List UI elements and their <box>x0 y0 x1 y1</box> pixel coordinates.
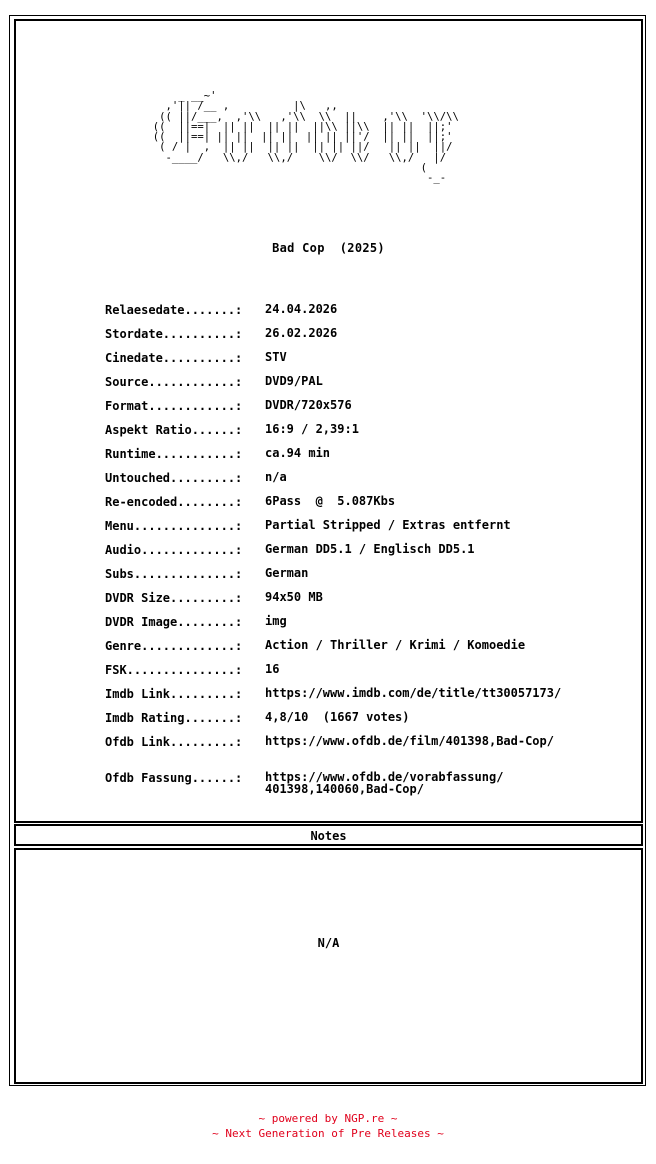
detail-value: n/a <box>265 470 287 484</box>
detail-label: Menu..............: <box>105 519 243 533</box>
detail-value: 16 <box>265 662 280 676</box>
detail-label: Audio.............: <box>105 543 243 557</box>
detail-value: 6Pass @ 5.087Kbs <box>265 494 396 508</box>
detail-label: FSK...............: <box>105 663 243 677</box>
detail-value: 94x50 MB <box>265 590 323 604</box>
detail-label: Stordate..........: <box>105 327 243 341</box>
detail-label: Untouched.........: <box>105 471 243 485</box>
footer-tagline: ~ Next Generation of Pre Releases ~ <box>212 1127 444 1140</box>
nfo-frame <box>9 15 646 1086</box>
detail-label: Imdb Rating.......: <box>105 711 243 725</box>
detail-label: Runtime...........: <box>105 447 243 461</box>
footer-powered-by: ~ powered by NGP.re ~ <box>258 1112 398 1125</box>
detail-label: Re-encoded........: <box>105 495 243 509</box>
detail-value: STV <box>265 350 287 364</box>
notes-title: Notes <box>310 829 347 843</box>
detail-value: 26.02.2026 <box>265 326 338 340</box>
detail-label: Genre.............: <box>105 639 243 653</box>
detail-value: DVDR/720x576 <box>265 398 352 412</box>
detail-label: Format............: <box>105 399 243 413</box>
detail-label: Aspekt Ratio......: <box>105 423 243 437</box>
group-logo-ascii: _ __~' ,'|| /__ , |\ ,, (( ||/___, ,'\\ ,'\\ \\ || ,'\\ '\\/\\ (( ||==| || || || || ||\\ ||\\ || || ||;' (( ||==| || || || || || || ||'/ || || ||;' ( / | , || || || || || || ||/ || || ||/ -____/ \\,/ \\,/ \\/ \\/ \\,/ |/ ( -_- <box>152 90 459 185</box>
detail-value: German <box>265 566 309 580</box>
detail-label: Imdb Link.........: <box>105 687 243 701</box>
detail-value: Action / Thriller / Krimi / Komoedie <box>265 638 526 652</box>
ofdb-link[interactable]: https://www.ofdb.de/film/401398,Bad-Cop/ <box>265 734 554 748</box>
release-title: Bad Cop (2025) <box>272 241 385 255</box>
detail-value: 16:9 / 2,39:1 <box>265 422 359 436</box>
release-info-panel <box>14 19 643 823</box>
detail-value: img <box>265 614 287 628</box>
notes-panel <box>14 848 643 1084</box>
detail-label: Cinedate..........: <box>105 351 243 365</box>
imdb-link[interactable]: https://www.imdb.com/de/title/tt30057173/ <box>265 686 562 700</box>
detail-label: Relaesedate.......: <box>105 303 243 317</box>
detail-label: DVDR Image........: <box>105 615 243 629</box>
detail-label: Subs..............: <box>105 567 243 581</box>
ofdb-fassung-link[interactable]: https://www.ofdb.de/vorabfassung/ 401398,140060,Bad-Cop/ <box>265 770 504 796</box>
detail-value: DVD9/PAL <box>265 374 323 388</box>
notes-text: N/A <box>317 936 340 950</box>
detail-label: Source............: <box>105 375 243 389</box>
detail-value: ca.94 min <box>265 446 331 460</box>
notes-header <box>14 824 643 846</box>
detail-label: Ofdb Link.........: <box>105 735 243 749</box>
detail-value: 24.04.2026 <box>265 302 338 316</box>
detail-value: 4,8/10 (1667 votes) <box>265 710 410 724</box>
detail-label: DVDR Size.........: <box>105 591 243 605</box>
detail-value: Partial Stripped / Extras entfernt <box>265 518 511 532</box>
detail-value: German DD5.1 / Englisch DD5.1 <box>265 542 475 556</box>
detail-label: Ofdb Fassung......: <box>105 771 243 785</box>
